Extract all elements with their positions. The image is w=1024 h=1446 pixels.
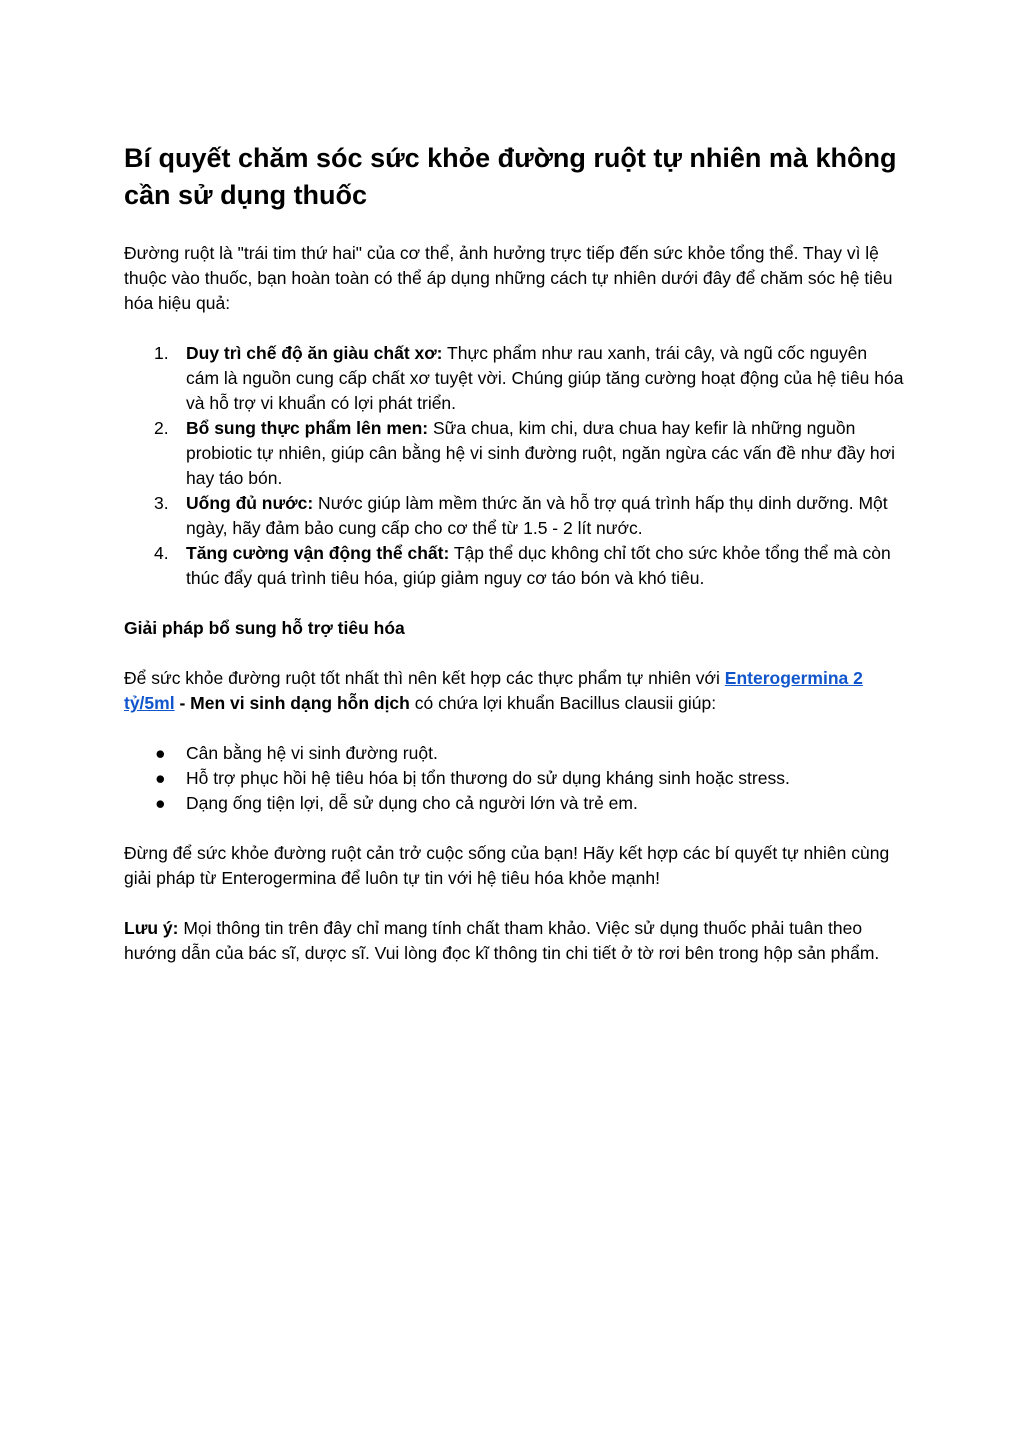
tip-text: Nước giúp làm mềm thức ăn và hỗ trợ quá trình hấp thụ dinh dưỡng. Một ngày, hãy đảm bảo cung cấp cho cơ thể từ 1.5 - 2 lít nước. bbox=[186, 493, 888, 538]
list-number: 1. bbox=[154, 343, 169, 363]
list-item bbox=[124, 341, 904, 416]
tip-heading: Uống đủ nước: bbox=[186, 493, 314, 513]
tips-list bbox=[124, 341, 904, 591]
intro-paragraph: Đường ruột là "trái tim thứ hai" của cơ thể, ảnh hưởng trực tiếp đến sức khỏe tổng thể. Thay vì lệ thuộc vào thuốc, bạn hoàn toàn có thể áp dụng những cách tự nhiên dưới đây để chăm sóc hệ tiêu hóa hiệu quả: bbox=[124, 243, 893, 313]
closing-paragraph: Đừng để sức khỏe đường ruột cản trở cuộc sống của bạn! Hãy kết hợp các bí quyết tự nhiên cùng giải pháp từ Enterogermina để luôn tự tin với hệ tiêu hóa khỏe mạnh! bbox=[124, 843, 890, 888]
list-number: 3. bbox=[154, 493, 169, 513]
benefit-text: Dạng ống tiện lợi, dễ sử dụng cho cả người lớn và trẻ em. bbox=[186, 793, 638, 813]
bullet-icon: ● bbox=[155, 768, 166, 788]
solution-lead: Để sức khỏe đường ruột tốt nhất thì nên kết hợp các thực phẩm tự nhiên với bbox=[124, 668, 725, 688]
product-link[interactable]: Enterogermina 2 tỷ/5ml bbox=[124, 668, 863, 713]
solution-paragraph bbox=[124, 666, 904, 716]
solution-tail: có chứa lợi khuẩn Bacillus clausii giúp: bbox=[409, 693, 717, 713]
list-item bbox=[124, 416, 904, 491]
list-item bbox=[124, 541, 904, 591]
document-page bbox=[124, 140, 904, 991]
tip-heading: Tăng cường vận động thể chất: bbox=[186, 543, 450, 563]
note-text: Mọi thông tin trên đây chỉ mang tính chất tham khảo. Việc sử dụng thuốc phải tuân theo hướng dẫn của bác sĩ, dược sĩ. Vui lòng đọc kĩ thông tin chi tiết ở tờ rơi bên trong hộp sản phẩm. bbox=[124, 918, 880, 963]
note-paragraph bbox=[124, 916, 904, 966]
tip-text: Thực phẩm như rau xanh, trái cây, và ngũ cốc nguyên cám là nguồn cung cấp chất xơ tuyệt vời. Chúng giúp tăng cường hoạt động của hệ tiêu hóa và hỗ trợ vi khuẩn có lợi phát triển. bbox=[186, 343, 904, 413]
page-title: Bí quyết chăm sóc sức khỏe đường ruột tự nhiên mà không cần sử dụng thuốc bbox=[124, 143, 897, 210]
list-item bbox=[124, 741, 904, 766]
note-label: Lưu ý: bbox=[124, 918, 179, 938]
tip-text: Tập thể dục không chỉ tốt cho sức khỏe tổng thể mà còn thúc đẩy quá trình tiêu hóa, giúp giảm nguy cơ táo bón và khó tiêu. bbox=[186, 543, 891, 588]
benefit-text: Hỗ trợ phục hồi hệ tiêu hóa bị tổn thương do sử dụng kháng sinh hoặc stress. bbox=[186, 768, 790, 788]
list-item bbox=[124, 766, 904, 791]
benefits-list bbox=[124, 741, 904, 816]
bullet-icon: ● bbox=[155, 743, 166, 763]
list-number: 4. bbox=[154, 543, 169, 563]
tip-heading: Duy trì chế độ ăn giàu chất xơ: bbox=[186, 343, 443, 363]
section-heading: Giải pháp bổ sung hỗ trợ tiêu hóa bbox=[124, 618, 405, 638]
tip-text: Sữa chua, kim chi, dưa chua hay kefir là những nguồn probiotic tự nhiên, giúp cân bằng hệ vi sinh đường ruột, ngăn ngừa các vấn đề như đầy hơi hay táo bón. bbox=[186, 418, 896, 488]
benefit-text: Cân bằng hệ vi sinh đường ruột. bbox=[186, 743, 438, 763]
list-item bbox=[124, 791, 904, 816]
bullet-icon: ● bbox=[155, 793, 166, 813]
product-description: - Men vi sinh dạng hỗn dịch bbox=[174, 693, 410, 713]
list-number: 2. bbox=[154, 418, 169, 438]
list-item bbox=[124, 491, 904, 541]
tip-heading: Bổ sung thực phẩm lên men: bbox=[186, 418, 429, 438]
